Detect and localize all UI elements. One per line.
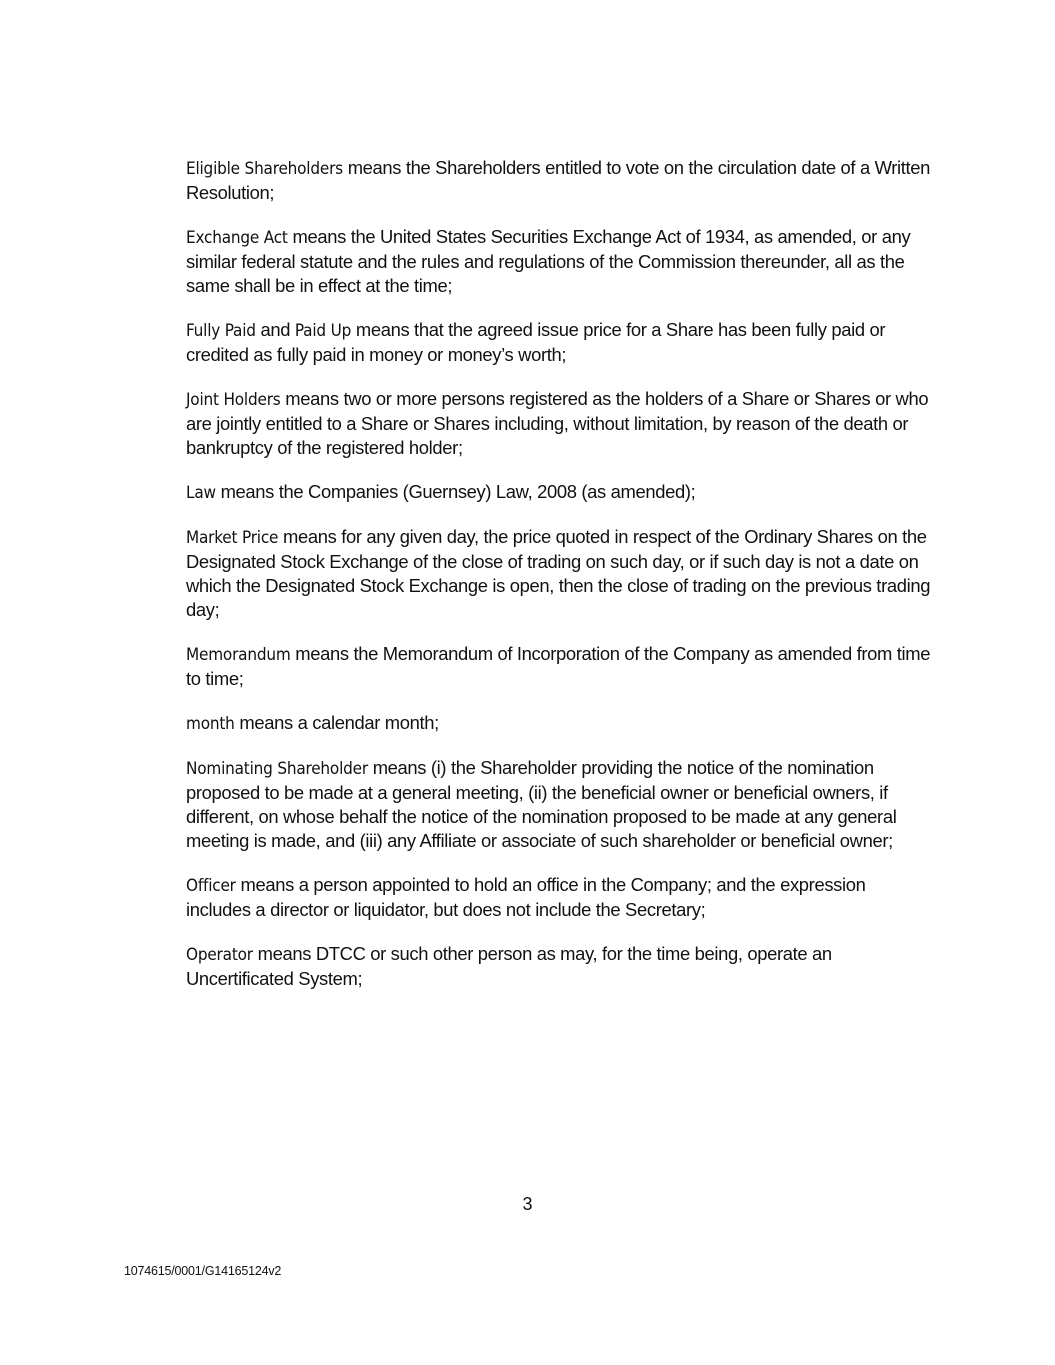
definition-nominating-shareholder [186, 756, 931, 853]
definition-text: means a person appointed to hold an office in the Company; and the expression includes a director or liquidator, but does not include the Secretary; [186, 874, 866, 920]
defined-term: Law [186, 483, 216, 503]
definition-text: means two or more persons registered as the holders of a Share or Shares or who are jointly entitled to a Share or Shares including, without limitation, by reason of the death or bankruptcy of the registered holder; [186, 388, 929, 458]
defined-term: Fully Paid [186, 321, 256, 341]
definition-text: means the Companies (Guernsey) Law, 2008 (as amended); [215, 481, 696, 502]
definition-month [186, 711, 931, 736]
defined-term: Operator [186, 945, 253, 965]
defined-term: Joint Holders [186, 390, 281, 410]
definition-text: and [255, 319, 295, 340]
defined-term: Eligible Shareholders [186, 159, 343, 179]
definition-text: means that the agreed issue price for a Share has been fully paid or credited as fully paid in money or money’s worth; [186, 319, 886, 365]
definition-text: means DTCC or such other person as may, for the time being, operate an Uncertificated System; [186, 943, 832, 989]
definition-officer [186, 873, 931, 922]
page-number: 3 [522, 1194, 533, 1214]
defined-term: Market Price [186, 528, 279, 548]
definition-operator [186, 942, 931, 991]
definition-text: means the Memorandum of Incorporation of the Company as amended from time to time; [186, 643, 931, 689]
definition-text: means for any given day, the price quoted in respect of the Ordinary Shares on the Designated Stock Exchange of the close of trading on such day, or if such day is not a date on which the Designated Stock Exchange is open, then the close of trading on the previous trading day; [186, 526, 931, 620]
defined-term: Paid Up [294, 321, 352, 341]
definition-memorandum [186, 642, 931, 691]
defined-term: Exchange Act [186, 228, 288, 248]
definition-text: means the United States Securities Exchange Act of 1934, as amended, or any similar federal statute and the rules and regulations of the Commission thereunder, all as the same shall be in effect at the time; [186, 226, 911, 296]
definition-exchange-act [186, 225, 931, 298]
definition-text: means the Shareholders entitled to vote on the circulation date of a Written Resolution; [186, 157, 931, 203]
definition-text: means a calendar month; [234, 712, 439, 733]
definition-eligible-shareholders [186, 156, 931, 205]
defined-term: month [186, 714, 235, 734]
definition-joint-holders [186, 387, 931, 460]
definition-text: means (i) the Shareholder providing the notice of the nomination proposed to be made at a general meeting, (ii) the beneficial owner or beneficial owners, if different, on whose behalf the notice of the nomination proposed to be made at any general meeting is made, and (iii) any Affiliate or associate of such shareholder or beneficial owner; [186, 757, 897, 851]
definition-market-price [186, 525, 931, 622]
definition-fully-paid [186, 318, 931, 367]
defined-term: Officer [186, 876, 236, 896]
defined-term: Memorandum [186, 645, 291, 665]
definitions-list [186, 156, 931, 1011]
document-reference: 1074615/0001/G14165124v2 [124, 1264, 282, 1278]
defined-term: Nominating Shareholder [186, 759, 368, 779]
definition-law [186, 480, 931, 505]
